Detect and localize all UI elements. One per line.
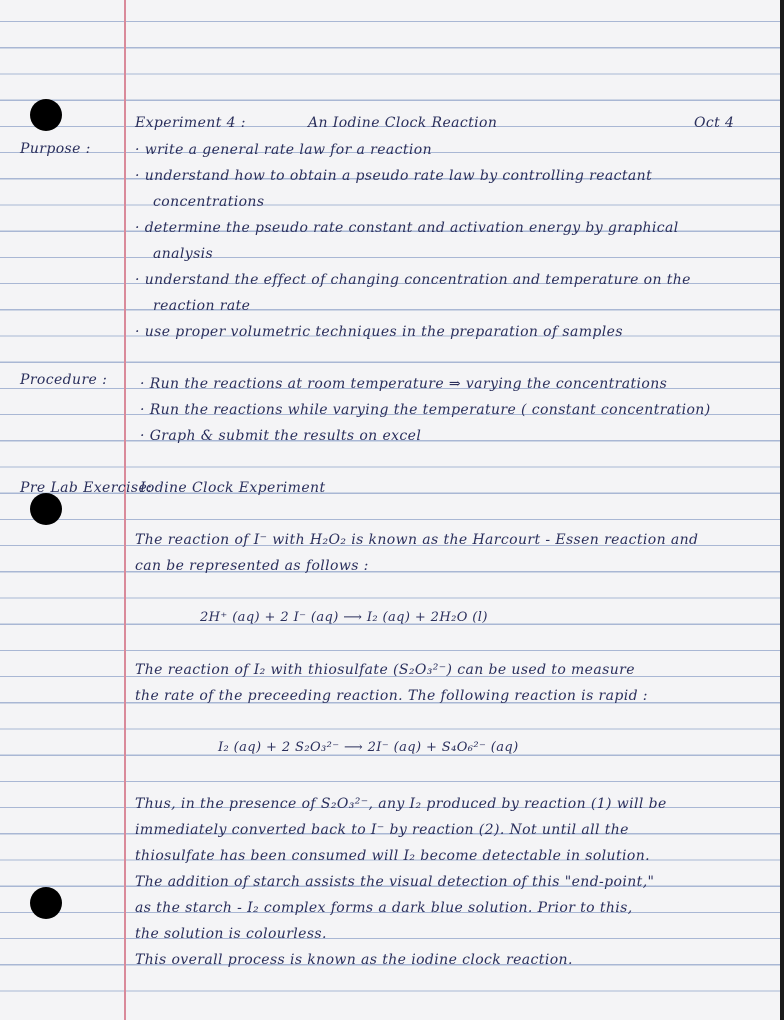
purpose-line: · understand the effect of changing concentration and temperature on the [135,272,691,288]
prelab-paragraph-line: The reaction of I₂ with thiosulfate (S₂O₃²⁻) can be used to measure [135,662,635,678]
prelab-paragraph-line: the rate of the preceeding reaction. The following reaction is rapid : [135,688,648,704]
purpose-line: reaction rate [153,298,251,314]
purpose-line: · determine the pseudo rate constant and activation energy by graphical [135,220,679,236]
prelab-paragraph-line: thiosulfate has been consumed will I₂ become detectable in solution. [135,848,650,864]
punch-hole-middle [30,493,62,525]
equation-2: I₂ (aq) + 2 S₂O₃²⁻ ⟶ 2I⁻ (aq) + S₄O₆²⁻ (aq) [218,740,519,755]
procedure-line: · Run the reactions at room temperature ⇒ varying the concentrations [140,376,668,392]
procedure-line: · Graph & submit the results on excel [140,428,422,444]
procedure-label: Procedure : [20,372,108,388]
prelab-paragraph-line: immediately converted back to I⁻ by reaction (2). Not until all the [135,822,629,838]
purpose-line: · use proper volumetric techniques in the preparation of samples [135,324,623,340]
page-edge [780,0,784,1020]
purpose-line: analysis [153,246,214,262]
prelab-paragraph-line: The addition of starch assists the visual detection of this "end-point," [135,874,655,890]
purpose-label: Purpose : [20,141,91,157]
date: Oct 4 [694,115,735,131]
prelab-heading: Iodine Clock Experiment [140,480,326,496]
prelab-paragraph-line: can be represented as follows : [135,558,369,574]
punch-hole-bottom [30,887,62,919]
prelab-paragraph-line: as the starch - I₂ complex forms a dark blue solution. Prior to this, [135,900,633,916]
experiment-title: An Iodine Clock Reaction [308,115,498,131]
prelab-paragraph-line: The reaction of I⁻ with H₂O₂ is known as the Harcourt - Essen reaction and [135,532,699,548]
purpose-line: concentrations [153,194,265,210]
prelab-label: Pre Lab Exercise: [20,480,153,496]
prelab-paragraph-line: Thus, in the presence of S₂O₃²⁻, any I₂ produced by reaction (1) will be [135,796,667,812]
experiment-number: Experiment 4 : [135,115,246,131]
procedure-line: · Run the reactions while varying the temperature ( constant concentration) [140,402,711,418]
punch-hole-top [30,99,62,131]
equation-1: 2H⁺ (aq) + 2 I⁻ (aq) ⟶ I₂ (aq) + 2H₂O (l) [200,610,488,625]
prelab-paragraph-line: This overall process is known as the iodine clock reaction. [135,952,573,968]
margin-line [124,0,126,1020]
purpose-line: · write a general rate law for a reaction [135,142,433,158]
prelab-paragraph-line: the solution is colourless. [135,926,327,942]
purpose-line: · understand how to obtain a pseudo rate law by controlling reactant [135,168,653,184]
